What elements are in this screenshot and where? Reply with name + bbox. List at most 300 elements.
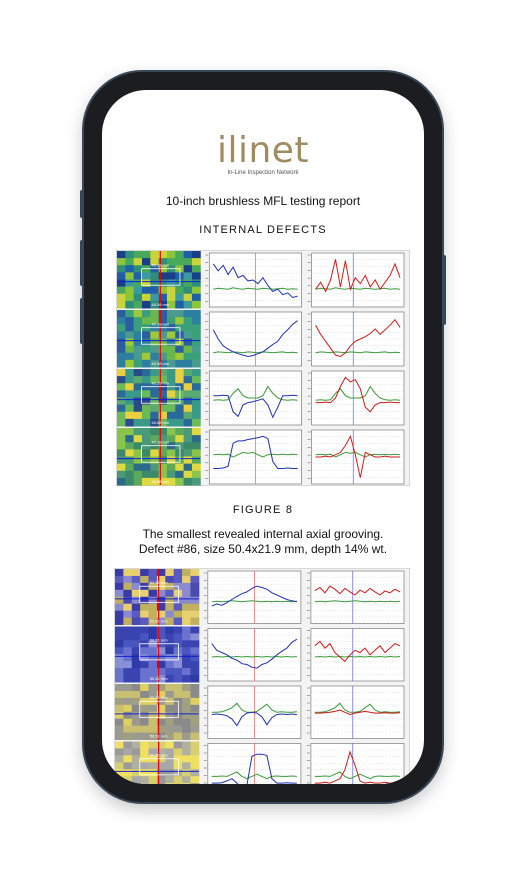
heatmap-cell <box>142 317 151 325</box>
heatmap-cell <box>134 360 143 368</box>
heatmap-cell <box>182 691 191 698</box>
heatmap-cell <box>134 442 143 450</box>
heatmap-cell <box>142 346 151 354</box>
heatmap-cell <box>174 691 183 698</box>
heatmap-cell <box>125 398 134 406</box>
heatmap-cell <box>167 464 176 472</box>
heatmap-cell <box>117 419 126 427</box>
heatmap-cell <box>115 604 124 611</box>
heatmap-cell <box>149 597 158 604</box>
heatmap-cell <box>150 272 159 280</box>
heatmap-cell <box>117 251 126 259</box>
heatmap-cell <box>184 464 193 472</box>
heatmap-cell <box>134 294 143 302</box>
heatmap-cell <box>165 726 174 733</box>
heatmap-cell <box>174 668 183 675</box>
scan-row <box>117 369 404 427</box>
heatmap-cell <box>140 661 149 668</box>
heatmap-cell <box>142 405 151 413</box>
heatmap-cell <box>115 719 124 726</box>
heatmap-cell <box>117 294 126 302</box>
heatmap-cell <box>190 769 199 776</box>
heatmap-cell <box>134 390 143 398</box>
heatmap-cell <box>192 324 201 332</box>
heatmap-cell <box>123 654 132 661</box>
heatmap-cell <box>184 390 193 398</box>
heatmap-cell <box>182 627 191 634</box>
heatmap-cell <box>140 733 149 740</box>
heatmap-cell <box>115 748 124 755</box>
heatmap-cell <box>175 294 184 302</box>
heatmap-cell <box>142 471 151 479</box>
heatmap-cell <box>140 726 149 733</box>
heatmap-cell <box>167 287 176 295</box>
heatmap-cell <box>165 668 174 675</box>
heatmap-cell <box>123 611 132 618</box>
heatmap-cell <box>134 251 143 259</box>
heatmap-cell <box>140 769 149 776</box>
phone-power-button[interactable] <box>442 255 446 325</box>
heatmap-cell <box>123 675 132 682</box>
heatmap-cell <box>140 590 149 597</box>
heatmap-cell <box>115 769 124 776</box>
heatmap-cell <box>192 258 201 266</box>
heatmap-cell <box>150 251 159 259</box>
scan-bottom-label: 48.58 mm <box>151 479 170 484</box>
heatmap-cell <box>125 331 134 339</box>
heatmap-cell <box>149 783 158 784</box>
heatmap-cell <box>125 324 134 332</box>
heatmap-cell <box>190 647 199 654</box>
heatmap-cell <box>132 569 141 576</box>
plot-frame <box>311 629 404 682</box>
heatmap-cell <box>149 627 158 634</box>
heatmap-cell <box>190 633 199 640</box>
heatmap-cell <box>174 661 183 668</box>
heatmap-cell <box>117 376 126 384</box>
heatmap-cell <box>117 317 126 325</box>
heatmap-cell <box>142 419 151 427</box>
figure-7-defect-scans <box>116 250 410 486</box>
heatmap-cell <box>192 442 201 450</box>
heatmap-cell <box>134 346 143 354</box>
heatmap-cell <box>142 376 151 384</box>
heatmap-cell <box>115 633 124 640</box>
heatmap-cell <box>117 390 126 398</box>
heatmap-cell <box>167 251 176 259</box>
heatmap-cell <box>140 776 149 783</box>
heatmap-cell <box>132 755 141 762</box>
heatmap-cell <box>117 428 126 436</box>
heatmap-cell <box>140 748 149 755</box>
heatmap-cell <box>134 419 143 427</box>
heatmap-cell <box>125 376 134 384</box>
heatmap-cell <box>125 457 134 465</box>
heatmap-cell <box>134 478 143 486</box>
heatmap-cell <box>175 376 184 384</box>
heatmap-cell <box>182 762 191 769</box>
heatmap-cell <box>123 726 132 733</box>
heatmap-cell <box>149 668 158 675</box>
heatmap-cell <box>190 661 199 668</box>
heatmap-cell <box>140 742 149 749</box>
heatmap-cell <box>115 684 124 691</box>
heatmap-cell <box>142 398 151 406</box>
heatmap-cell <box>115 569 124 576</box>
scan-scale-label: 40.19 mm <box>151 262 170 268</box>
heatmap-cell <box>182 742 191 749</box>
heatmap-cell <box>190 742 199 749</box>
heatmap-cell <box>182 776 191 783</box>
heatmap-cell <box>149 661 158 668</box>
heatmap-cell <box>150 449 159 457</box>
heatmap-cell <box>174 783 183 784</box>
heatmap-cell <box>134 310 143 318</box>
heatmap-cell <box>132 748 141 755</box>
heatmap-cell <box>184 419 193 427</box>
heatmap-cell <box>115 776 124 783</box>
heatmap-cell <box>115 654 124 661</box>
heatmap-cell <box>190 618 199 625</box>
heatmap-cell <box>134 435 143 443</box>
heatmap-cell <box>182 719 191 726</box>
scan-row <box>115 742 404 785</box>
heatmap-cell <box>165 661 174 668</box>
heatmap-cell <box>184 331 193 339</box>
heatmap-cell <box>125 353 134 361</box>
heatmap-cell <box>165 590 174 597</box>
heatmap-cell <box>182 684 191 691</box>
heatmap-cell <box>115 583 124 590</box>
heatmap-cell <box>117 435 126 443</box>
heatmap-cell <box>132 597 141 604</box>
heatmap-cell <box>167 369 176 377</box>
heatmap-cell <box>115 755 124 762</box>
heatmap-cell <box>184 346 193 354</box>
heatmap-cell <box>149 569 158 576</box>
heatmap-cell <box>117 346 126 354</box>
heatmap-cell <box>192 360 201 368</box>
heatmap-cell <box>190 684 199 691</box>
heatmap-cell <box>184 317 193 325</box>
green-signal-trace <box>315 657 400 658</box>
heatmap-cell <box>134 369 143 377</box>
heatmap-cell <box>175 435 184 443</box>
heatmap-cell <box>182 668 191 675</box>
heatmap-cell <box>150 287 159 295</box>
heatmap-cell <box>142 287 151 295</box>
heatmap-cell <box>190 576 199 583</box>
heatmap-cell <box>134 287 143 295</box>
heatmap-cell <box>132 640 141 647</box>
heatmap-cell <box>123 668 132 675</box>
heatmap-cell <box>115 590 124 597</box>
heatmap-cell <box>134 398 143 406</box>
heatmap-cell <box>123 748 132 755</box>
heatmap-cell <box>182 647 191 654</box>
heatmap-cell <box>150 428 159 436</box>
heatmap-cell <box>182 576 191 583</box>
heatmap-cell <box>134 383 143 391</box>
heatmap-cell <box>192 331 201 339</box>
heatmap-cell <box>175 287 184 295</box>
heatmap-cell <box>125 435 134 443</box>
heatmap-cell <box>184 310 193 318</box>
heatmap-cell <box>174 742 183 749</box>
heatmap-cell <box>174 576 183 583</box>
heatmap-cell <box>132 590 141 597</box>
heatmap-cell <box>190 627 199 634</box>
heatmap-cell <box>182 705 191 712</box>
heatmap-cell <box>132 769 141 776</box>
heatmap-cell <box>167 294 176 302</box>
heatmap-cell <box>190 640 199 647</box>
heatmap-cell <box>190 611 199 618</box>
heatmap-cell <box>192 265 201 273</box>
heatmap-cell <box>132 691 141 698</box>
scan-bottom-label: 50.51 mm <box>149 733 168 739</box>
heatmap-cell <box>149 742 158 749</box>
heatmap-cell <box>140 647 149 654</box>
heatmap-cell <box>142 272 151 280</box>
heatmap-cell <box>123 604 132 611</box>
heatmap-cell <box>125 360 134 368</box>
heatmap-cell <box>150 280 159 288</box>
scan-row <box>115 569 404 625</box>
heatmap-cell <box>190 691 199 698</box>
heatmap-cell <box>165 654 174 661</box>
heatmap-cell <box>192 435 201 443</box>
heatmap-cell <box>140 668 149 675</box>
heatmap-cell <box>190 726 199 733</box>
heatmap-cell <box>123 733 132 740</box>
heatmap-cell <box>192 251 201 259</box>
heatmap-cell <box>134 471 143 479</box>
heatmap-cell <box>192 449 201 457</box>
heatmap-cell <box>142 360 151 368</box>
scan-scale-label: 50.51 mm <box>149 637 168 643</box>
heatmap-cell <box>182 661 191 668</box>
heatmap-cell <box>123 712 132 719</box>
heatmap-cell <box>175 346 184 354</box>
heatmap-cell <box>192 405 201 413</box>
heatmap-cell <box>192 301 201 309</box>
heatmap-cell <box>192 471 201 479</box>
heatmap-cell <box>190 590 199 597</box>
heatmap-cell <box>132 719 141 726</box>
heatmap-cell <box>140 675 149 682</box>
heatmap-cell <box>140 569 149 576</box>
heatmap-cell <box>167 346 176 354</box>
heatmap-cell <box>190 733 199 740</box>
heatmap-cell <box>134 457 143 465</box>
heatmap-cell <box>115 712 124 719</box>
heatmap-cell <box>117 464 126 472</box>
scan-scale-label: 50.51 mm <box>149 752 168 758</box>
heatmap-cell <box>117 412 126 420</box>
heatmap-cell <box>165 783 174 784</box>
heatmap-cell <box>175 419 184 427</box>
heatmap-cell <box>117 331 126 339</box>
heatmap-cell <box>140 618 149 625</box>
heatmap-cell <box>192 428 201 436</box>
heatmap-cell <box>134 324 143 332</box>
heatmap-cell <box>125 383 134 391</box>
figure-caption-line-2: Defect #86, size 50.4x21.9 mm, depth 14% wt. <box>138 542 388 556</box>
heatmap-cell <box>125 442 134 450</box>
heatmap-cell <box>115 742 124 749</box>
heatmap-cell <box>134 353 143 361</box>
heatmap-cell <box>165 705 174 712</box>
heatmap-cell <box>184 457 193 465</box>
heatmap-cell <box>182 726 191 733</box>
heatmap-cell <box>190 668 199 675</box>
heatmap-cell <box>134 339 143 347</box>
heatmap-cell <box>132 762 141 769</box>
heatmap-cell <box>184 412 193 420</box>
heatmap-cell <box>192 317 201 325</box>
heatmap-cell <box>175 412 184 420</box>
heatmap-cell <box>115 762 124 769</box>
heatmap-cell <box>123 640 132 647</box>
heatmap-cell <box>167 390 176 398</box>
heatmap-cell <box>184 435 193 443</box>
heatmap-cell <box>184 280 193 288</box>
heatmap-cell <box>150 339 159 347</box>
heatmap-cell <box>167 457 176 465</box>
heatmap-cell <box>134 280 143 288</box>
heatmap-cell <box>125 412 134 420</box>
heatmap-cell <box>125 258 134 266</box>
heatmap-cell <box>175 369 184 377</box>
heatmap-cell <box>192 310 201 318</box>
heatmap-cell <box>117 478 126 486</box>
heatmap-cell <box>184 265 193 273</box>
heatmap-cell <box>117 258 126 266</box>
heatmap-cell <box>117 449 126 457</box>
heatmap-cell <box>140 611 149 618</box>
heatmap-cell <box>184 442 193 450</box>
heatmap-cell <box>117 265 126 273</box>
heatmap-cell <box>175 405 184 413</box>
heatmap-cell <box>132 776 141 783</box>
heatmap-cell <box>125 369 134 377</box>
heatmap-cell <box>165 742 174 749</box>
heatmap-cell <box>115 661 124 668</box>
heatmap-cell <box>117 280 126 288</box>
heatmap-cell <box>182 583 191 590</box>
heatmap-cell <box>132 633 141 640</box>
heatmap-cell <box>184 478 193 486</box>
heatmap-cell <box>174 684 183 691</box>
heatmap-cell <box>190 705 199 712</box>
heatmap-cell <box>134 331 143 339</box>
heatmap-cell <box>192 272 201 280</box>
heatmap-cell <box>123 633 132 640</box>
heatmap-cell <box>115 618 124 625</box>
heatmap-cell <box>123 698 132 705</box>
heatmap-cell <box>142 478 151 486</box>
heatmap-cell <box>134 258 143 266</box>
heatmap-cell <box>150 464 159 472</box>
heatmap-cell <box>142 251 151 259</box>
heatmap-cell <box>117 471 126 479</box>
heatmap-cell <box>142 435 151 443</box>
heatmap-cell <box>190 719 199 726</box>
heatmap-cell <box>117 360 126 368</box>
heatmap-cell <box>192 294 201 302</box>
phone-screen[interactable] <box>102 90 424 784</box>
heatmap-cell <box>184 471 193 479</box>
heatmap-cell <box>125 405 134 413</box>
heatmap-cell <box>142 390 151 398</box>
heatmap-cell <box>175 360 184 368</box>
heatmap-cell <box>117 339 126 347</box>
heatmap-cell <box>125 294 134 302</box>
heatmap-cell <box>150 390 159 398</box>
heatmap-cell <box>115 675 124 682</box>
heatmap-cell <box>184 272 193 280</box>
heatmap-cell <box>123 783 132 784</box>
heatmap-cell <box>184 258 193 266</box>
heatmap-cell <box>175 478 184 486</box>
heatmap-cell <box>115 627 124 634</box>
heatmap-cell <box>167 405 176 413</box>
heatmap-cell <box>150 369 159 377</box>
heatmap-cell <box>167 353 176 361</box>
heatmap-cell <box>132 733 141 740</box>
heatmap-cell <box>117 398 126 406</box>
heatmap-cell <box>115 640 124 647</box>
scan-scale-label: 40.19 mm <box>151 380 170 386</box>
heatmap-cell <box>117 310 126 318</box>
heatmap-cell <box>150 405 159 413</box>
heatmap-cell <box>115 691 124 698</box>
heatmap-cell <box>182 633 191 640</box>
heatmap-cell <box>182 712 191 719</box>
scan-scale-label: 50.51 mm <box>149 694 168 700</box>
heatmap-cell <box>167 310 176 318</box>
heatmap-cell <box>140 705 149 712</box>
plot-frame <box>311 571 404 624</box>
heatmap-cell <box>165 604 174 611</box>
heatmap-cell <box>132 712 141 719</box>
scan-bottom-label: 48.58 mm <box>151 361 170 366</box>
heatmap-cell <box>117 442 126 450</box>
heatmap-cell <box>123 684 132 691</box>
scan-bottom-label: 50.51 mm <box>149 618 168 624</box>
scan-row <box>117 310 404 368</box>
heatmap-cell <box>192 398 201 406</box>
heatmap-cell <box>117 457 126 465</box>
heatmap-cell <box>167 331 176 339</box>
heatmap-cell <box>190 698 199 705</box>
heatmap-cell <box>117 383 126 391</box>
heatmap-cell <box>149 705 158 712</box>
heatmap-cell <box>192 280 201 288</box>
heatmap-cell <box>190 783 199 784</box>
heatmap-cell <box>184 324 193 332</box>
heatmap-cell <box>134 265 143 273</box>
heatmap-cell <box>115 576 124 583</box>
heatmap-cell <box>182 755 191 762</box>
heatmap-cell <box>140 691 149 698</box>
heatmap-cell <box>125 478 134 486</box>
heatmap-cell <box>125 471 134 479</box>
heatmap-cell <box>150 398 159 406</box>
heatmap-cell <box>140 576 149 583</box>
heatmap-cell <box>184 360 193 368</box>
